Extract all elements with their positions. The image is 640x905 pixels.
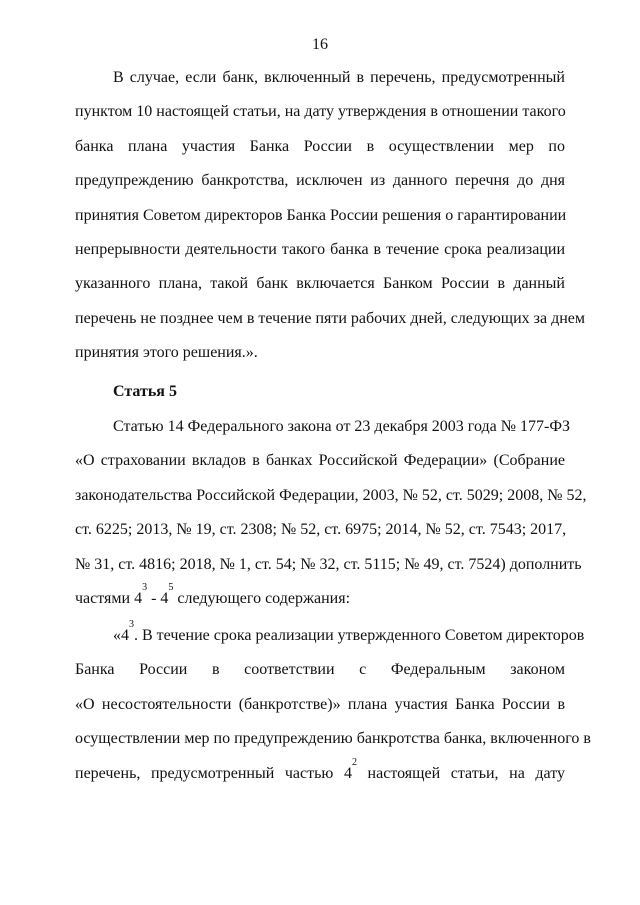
text-line: законодательства Российской Федерации, 2003, № 52, ст. 5029; 2008, № 52, (75, 486, 587, 504)
text-line: «О страховании вкладов в банках Российской Федерации» (Собрание (75, 452, 565, 470)
paragraph-closing-clause (75, 68, 586, 378)
superscript: 3 (142, 581, 148, 593)
text-fragment: следующего содержания: (173, 589, 351, 607)
text-line: предупреждению банкротства, исключен из данного перечня до дня (75, 172, 565, 190)
text-fragment: настоящей статьи, на дату (356, 764, 566, 782)
text-line: Статью 14 Федерального закона от 23 декабря 2003 года № 177-ФЗ (113, 418, 570, 435)
page-number: 16 (312, 36, 328, 53)
text-fragment: частями 4 (75, 589, 143, 607)
text-line (75, 581, 565, 623)
text-line: пунктом 10 настоящей статьи, на дату утверждения в отношении такого (75, 103, 566, 121)
paragraph-amendment (75, 417, 587, 623)
text-line: перечень не позднее чем в течение пяти рабочих дней, следующих за днем (75, 309, 586, 327)
text-line: принятия этого решения.». (75, 344, 258, 362)
text-line: банка плана участия Банка России в осуществлении мер по (75, 137, 565, 155)
text-line: осуществлении мер по предупреждению банкротства банка, включенного в (75, 730, 591, 748)
text-line: В случае, если банк, включенный в перечень, предусмотренный (113, 69, 565, 86)
paragraph-new-part (75, 619, 591, 798)
article-heading-block (75, 382, 565, 416)
text-fragment: перечень, предусмотренный частью 4 (75, 764, 352, 782)
text-line (75, 619, 585, 660)
text-line: Банка России в соответствии с Федеральным законом (75, 661, 565, 679)
text-fragment: - 4 (147, 589, 169, 607)
superscript: 5 (168, 581, 174, 593)
text-line: непрерывности деятельности такого банка в течение срока реализации (75, 240, 565, 258)
text-line: № 31, ст. 4816; 2018, № 1, ст. 54; № 32, ст. 5115; № 49, ст. 7524) дополнить (75, 555, 582, 573)
text-line: «О несостоятельности (банкротстве)» плана участия Банка России в (75, 695, 565, 713)
superscript: 2 (351, 756, 357, 768)
text-line (75, 756, 566, 798)
text-fragment: . В течение срока реализации утвержденного Советом директоров (134, 627, 585, 644)
text-fragment: «4 (113, 627, 129, 644)
text-line: принятия Советом директоров Банка России решения о гарантировании (75, 206, 567, 224)
superscript: 3 (129, 619, 134, 630)
text-line: указанного плана, такой банк включается Банком России в данный (75, 275, 565, 293)
article-heading: Статья 5 (113, 383, 177, 400)
text-line: ст. 6225; 2013, № 19, ст. 2308; № 52, ст. 6975; 2014, № 52, ст. 7543; 2017, (75, 521, 567, 539)
